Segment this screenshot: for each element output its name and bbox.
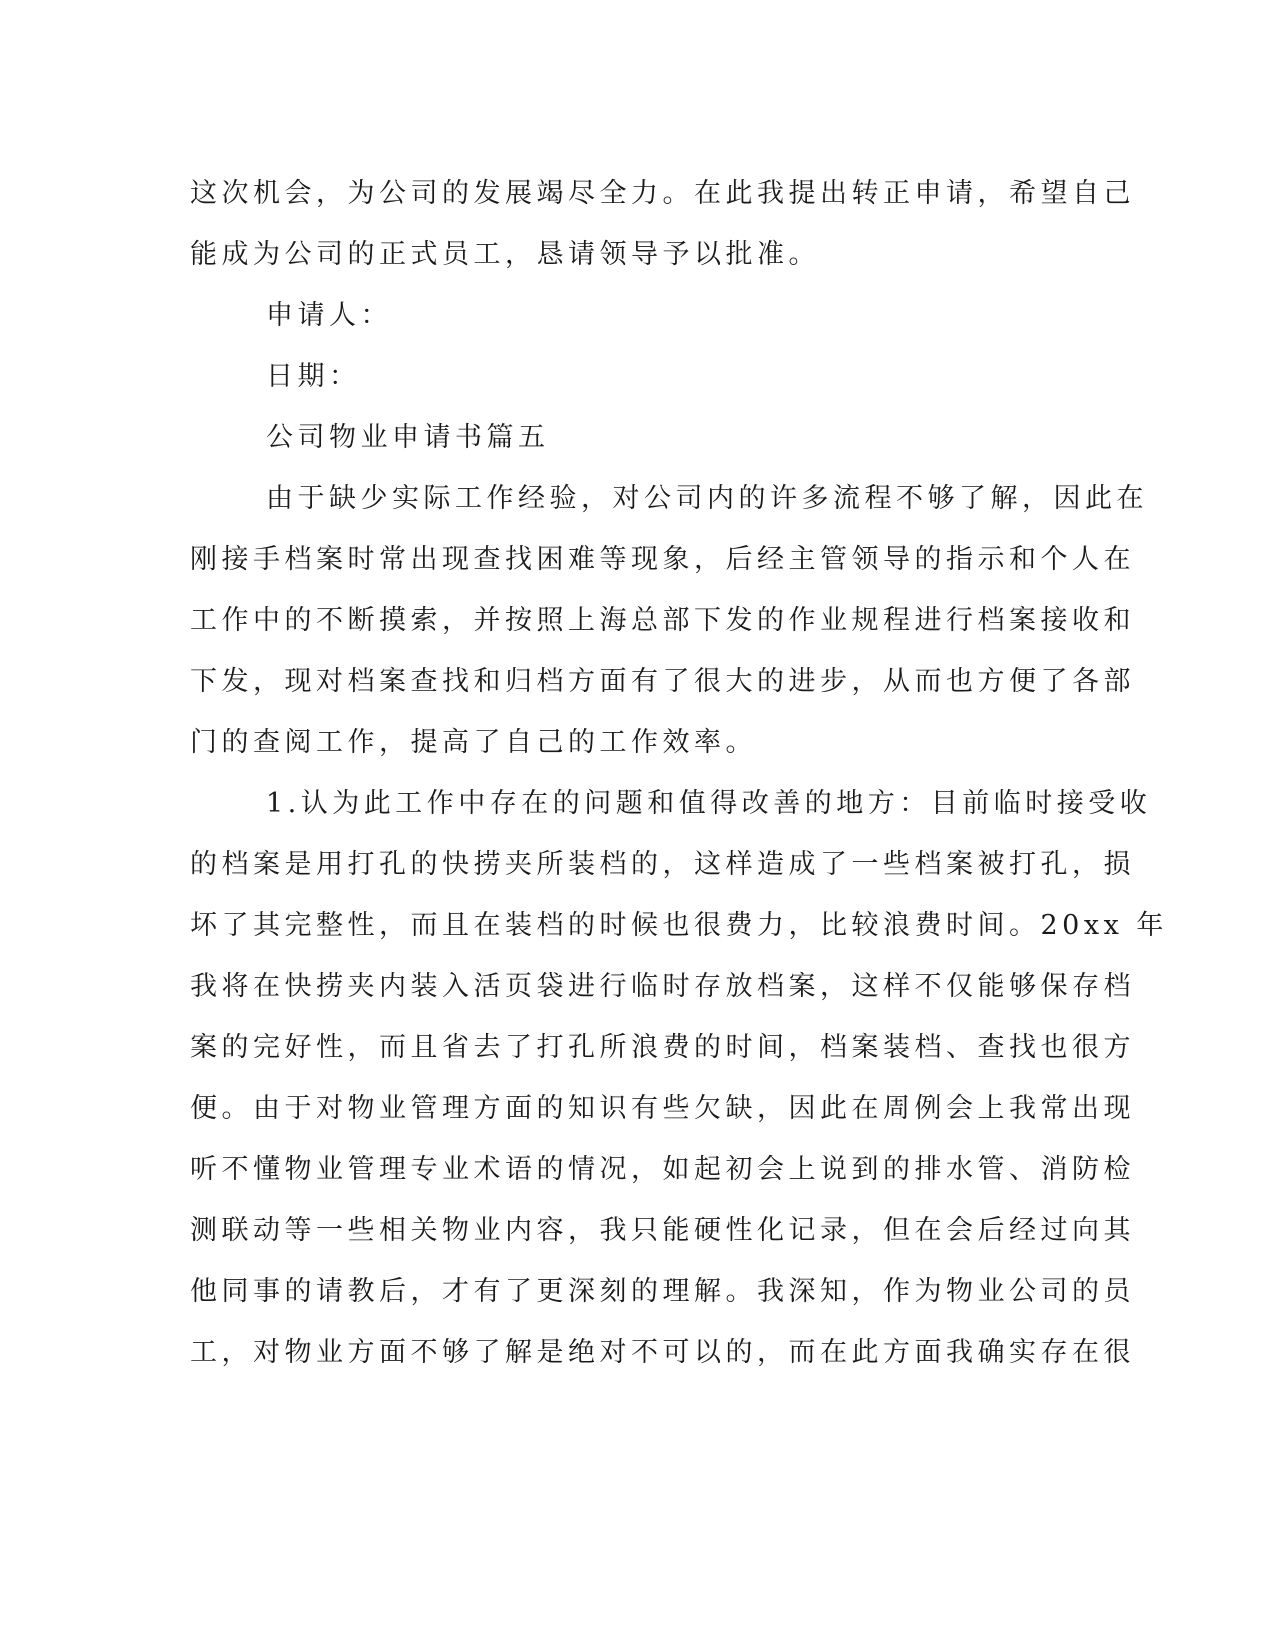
body-line: 案的完好性，而且省去了打孔所浪费的时间，档案装档、查找也很方: [190, 1032, 1135, 1063]
numbered-item-start: 1.认为此工作中存在的问题和值得改善的地方：目前临时接受收: [266, 788, 1152, 819]
document-body: [190, 163, 1168, 1383]
body-line: 听不懂物业管理专业术语的情况，如起初会上说到的排水管、消防检: [190, 1154, 1135, 1185]
body-line: 他同事的请教后，才有了更深刻的理解。我深知，作为物业公司的员: [190, 1276, 1135, 1307]
body-line: 下发，现对档案查找和归档方面有了很大的进步，从而也方便了各部: [190, 666, 1135, 697]
body-line: 能成为公司的正式员工，恳请领导予以批准。: [190, 239, 820, 270]
body-line: 工作中的不断摸索，并按照上海总部下发的作业规程进行档案接收和: [190, 605, 1135, 636]
body-line: 坏了其完整性，而且在装档的时候也很费力，比较浪费时间。20xx 年: [190, 910, 1168, 941]
body-line: 测联动等一些相关物业内容，我只能硬性化记录，但在会后经过向其: [190, 1215, 1135, 1246]
body-line: 这次机会，为公司的发展竭尽全力。在此我提出转正申请，希望自己: [190, 178, 1135, 209]
body-line: 门的查阅工作，提高了自己的工作效率。: [190, 727, 757, 758]
body-line: 工，对物业方面不够了解是绝对不可以的，而在此方面我确实存在很: [190, 1337, 1135, 1368]
body-line: 的档案是用打孔的快捞夹所装档的，这样造成了一些档案被打孔，损: [190, 849, 1135, 880]
body-line: 刚接手档案时常出现查找困难等现象，后经主管领导的指示和个人在: [190, 544, 1135, 575]
section-title: 公司物业申请书篇五: [266, 422, 550, 453]
paragraph-start: 由于缺少实际工作经验，对公司内的许多流程不够了解，因此在: [266, 483, 1148, 514]
body-line: 便。由于对物业管理方面的知识有些欠缺，因此在周例会上我常出现: [190, 1093, 1135, 1124]
applicant-label: 申请人：: [266, 300, 392, 331]
body-line: 我将在快捞夹内装入活页袋进行临时存放档案，这样不仅能够保存档: [190, 971, 1135, 1002]
date-label: 日期：: [266, 361, 361, 392]
